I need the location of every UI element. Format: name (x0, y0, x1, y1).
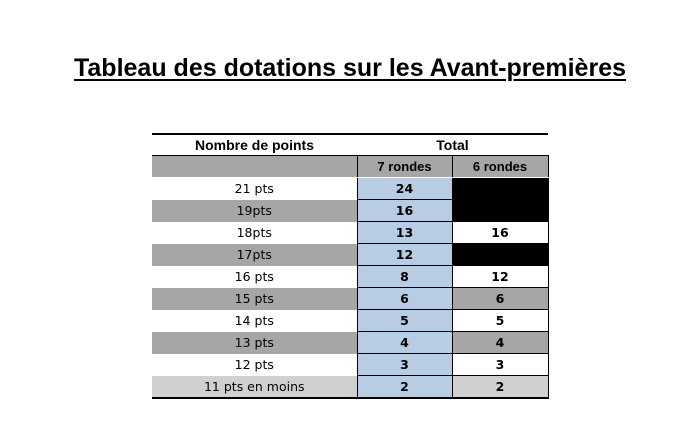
row-label: 16 pts (152, 266, 357, 288)
row-6-rondes (452, 200, 548, 222)
row-7-rondes: 24 (357, 178, 452, 200)
table-header-row (152, 134, 548, 156)
subheader-6-rondes: 6 rondes (452, 156, 548, 178)
row-6-rondes (452, 244, 548, 266)
row-6-rondes: 6 (452, 288, 548, 310)
table-row (152, 222, 548, 244)
header-total: Total (357, 134, 548, 156)
table-row (152, 178, 548, 200)
table-row (152, 310, 548, 332)
row-7-rondes: 13 (357, 222, 452, 244)
row-6-rondes: 5 (452, 310, 548, 332)
subheader-7-rondes: 7 rondes (357, 156, 452, 178)
row-label: 21 pts (152, 178, 357, 200)
row-7-rondes: 5 (357, 310, 452, 332)
row-label: 11 pts en moins (152, 376, 357, 399)
table-row (152, 266, 548, 288)
table-row (152, 376, 548, 399)
row-6-rondes: 2 (452, 376, 548, 399)
header-points: Nombre de points (152, 134, 357, 156)
row-label: 12 pts (152, 354, 357, 376)
dotations-table (152, 133, 549, 399)
table-row (152, 332, 548, 354)
row-label: 14 pts (152, 310, 357, 332)
subheader-blank (152, 156, 357, 178)
page-title (0, 50, 700, 86)
row-6-rondes: 4 (452, 332, 548, 354)
table-row (152, 354, 548, 376)
row-7-rondes: 16 (357, 200, 452, 222)
table-row (152, 288, 548, 310)
row-7-rondes: 12 (357, 244, 452, 266)
row-6-rondes (452, 178, 548, 200)
row-label: 17pts (152, 244, 357, 266)
row-7-rondes: 8 (357, 266, 452, 288)
row-7-rondes: 6 (357, 288, 452, 310)
table-row (152, 200, 548, 222)
row-label: 19pts (152, 200, 357, 222)
row-7-rondes: 4 (357, 332, 452, 354)
row-6-rondes: 3 (452, 354, 548, 376)
row-label: 15 pts (152, 288, 357, 310)
row-6-rondes: 16 (452, 222, 548, 244)
row-7-rondes: 2 (357, 376, 452, 399)
row-7-rondes: 3 (357, 354, 452, 376)
row-6-rondes: 12 (452, 266, 548, 288)
row-label: 13 pts (152, 332, 357, 354)
row-label: 18pts (152, 222, 357, 244)
page-title-text: Tableau des dotations sur les Avant-premières (73, 54, 626, 82)
table-row (152, 244, 548, 266)
table-subheader-row (152, 156, 548, 178)
